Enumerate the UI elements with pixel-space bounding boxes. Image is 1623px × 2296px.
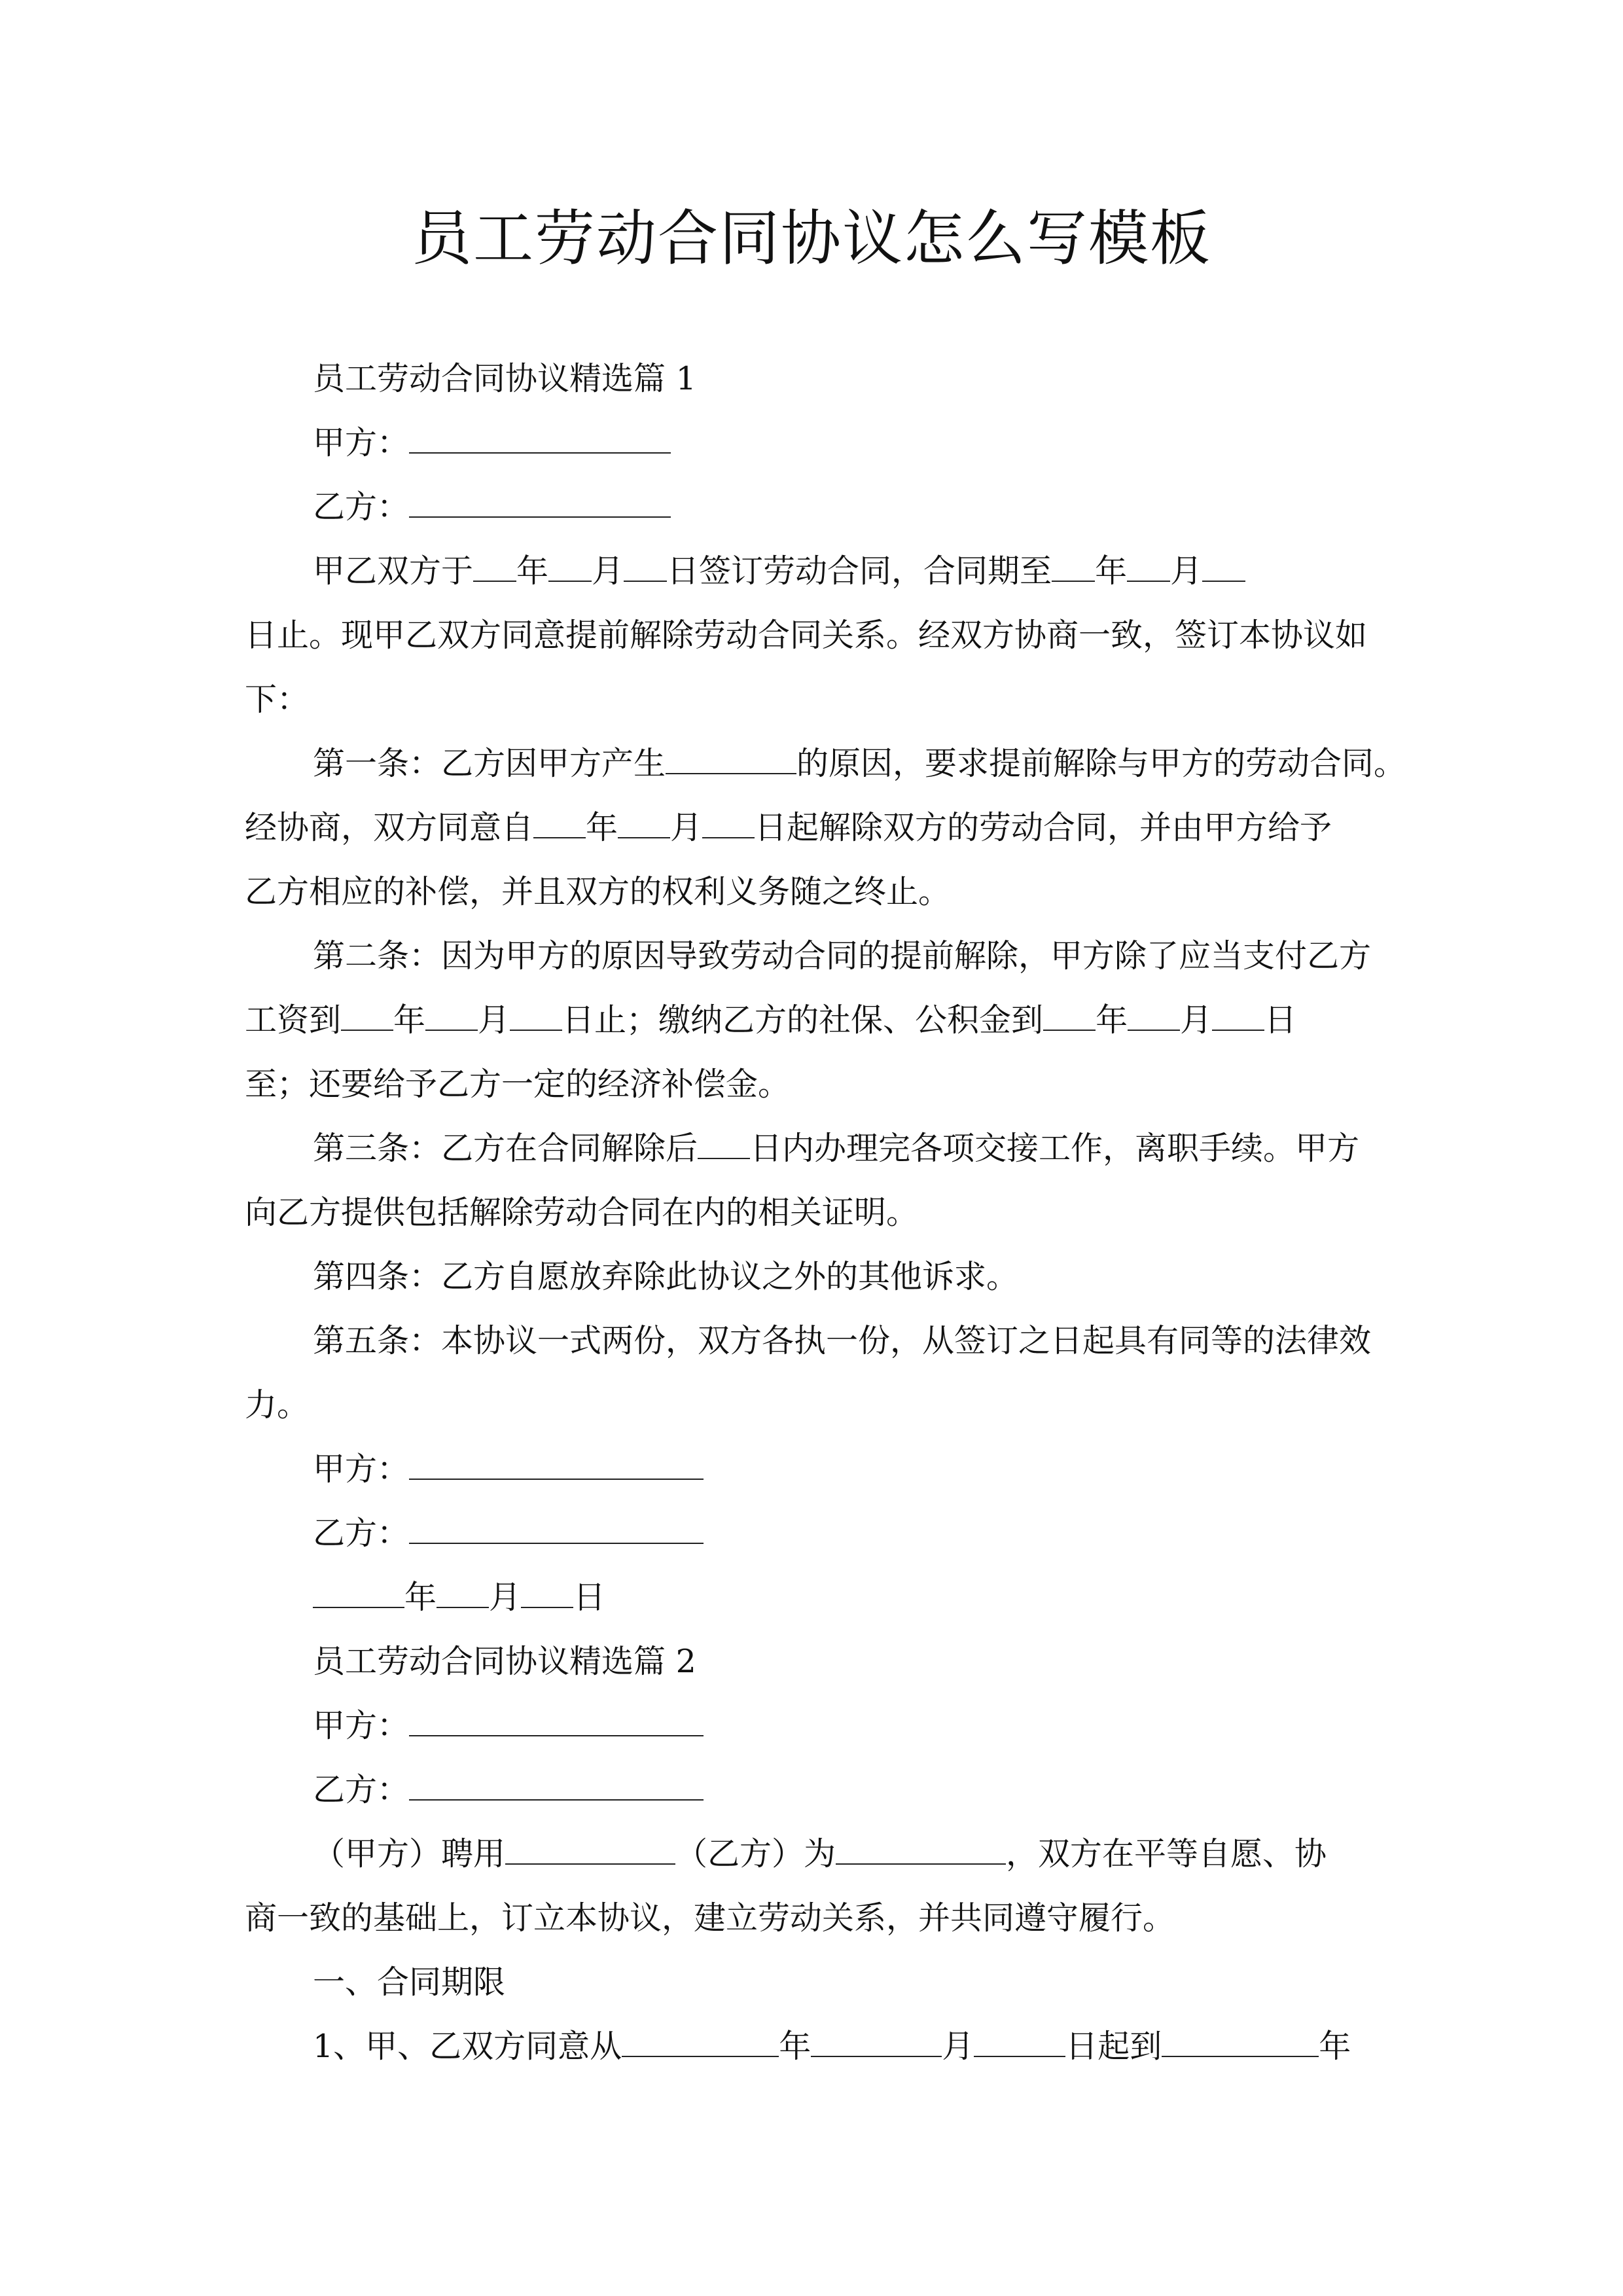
party-b-blank: [409, 516, 671, 518]
month-blank: [425, 1029, 478, 1031]
month-blank: [437, 1606, 489, 1608]
party-a-label: 甲方：: [313, 424, 410, 461]
article-5-line-2: 力。: [245, 1386, 310, 1424]
party-a-blank: [409, 1734, 704, 1736]
day-blank: [521, 1606, 573, 1608]
month-blank: [618, 836, 670, 838]
position-blank: [836, 1863, 1006, 1865]
signature-b-blank: [409, 1542, 704, 1544]
party-b-blank: [409, 1799, 704, 1801]
signature-a-blank: [409, 1478, 704, 1480]
year-blank: [1043, 1029, 1096, 1031]
days-blank: [698, 1157, 750, 1159]
article-2-line-3: 至；还要给予乙方一定的经济补偿金。: [245, 1066, 791, 1103]
reason-blank: [666, 772, 796, 774]
year-blank: [622, 2055, 779, 2057]
hire-line-2: 商一致的基础上，订立本协议，建立劳动关系，并共同遵守履行。: [245, 1899, 1175, 1937]
section-heading-1: 员工劳动合同协议精选篇 1: [313, 360, 696, 397]
year-blank: [473, 580, 516, 582]
article-1-line-3: 乙方相应的补偿，并且双方的权利义务随之终止。: [245, 873, 951, 910]
article-2-line-1: 第二条：因为甲方的原因导致劳动合同的提前解除，甲方除了应当支付乙方: [313, 937, 1372, 975]
section-2-party-a: 甲方：: [245, 1694, 1381, 1758]
year-blank: [313, 1606, 404, 1608]
signature-party-b: 乙方：: [245, 1501, 1381, 1566]
month-blank: [1127, 580, 1170, 582]
party-a-blank: [409, 452, 671, 454]
hire-line-1: （甲方）聘用 （乙方）为 ，双方在平等自愿、协: [313, 1835, 1327, 1873]
year-blank: [341, 1029, 393, 1031]
signature-party-a: 甲方：: [245, 1437, 1381, 1501]
article-5-line-1: 第五条：本协议一式两份，双方各执一份，从签订之日起具有同等的法律效: [313, 1322, 1372, 1359]
article-3-line-1: 第三条：乙方在合同解除后 日内办理完各项交接工作，离职手续。甲方: [313, 1130, 1360, 1167]
employer-blank: [505, 1863, 675, 1865]
article-3-line-2: 向乙方提供包括解除劳动合同在内的相关证明。: [245, 1194, 919, 1231]
day-blank: [974, 2055, 1065, 2057]
day-blank: [1202, 580, 1245, 582]
year-blank: [533, 836, 586, 838]
term-line-1: 1、甲、乙双方同意从 年 月 日起到 年: [313, 2028, 1351, 2065]
month-blank: [1128, 1029, 1180, 1031]
intro-line-3: 下：: [245, 681, 310, 718]
party-b-label: 乙方：: [313, 488, 410, 526]
day-blank: [1212, 1029, 1264, 1031]
party-b-line: [245, 475, 1381, 539]
intro-line-2: 日止。现甲乙双方同意提前解除劳动合同关系。经双方协商一致，签订本协议如: [245, 617, 1368, 654]
section-heading-2: 员工劳动合同协议精选篇 2: [313, 1643, 696, 1680]
article-2-line-2: 工资到 年 月 日止；缴纳乙方的社保、公积金到 年 月 日: [245, 1001, 1297, 1039]
term-heading: 一、合同期限: [313, 1964, 506, 2001]
section-2-party-b: 乙方：: [245, 1758, 1381, 1822]
day-blank: [624, 580, 667, 582]
intro-line-1: 甲乙双方于 年 月 日签订劳动合同，合同期至 年 月: [245, 539, 1381, 603]
article-1-line-1: 第一条：乙方因甲方产生 的原因，要求提前解除与甲方的劳动合同。: [313, 745, 1406, 782]
day-blank: [510, 1029, 562, 1031]
party-a-line: [245, 411, 1381, 475]
signature-date: 年 月 日: [245, 1566, 1381, 1630]
month-blank: [811, 2055, 942, 2057]
year-blank: [1052, 580, 1095, 582]
year-blank: [1162, 2055, 1319, 2057]
day-blank: [702, 836, 755, 838]
document-title: 员工劳动合同协议怎么写模板: [411, 204, 1211, 274]
article-4: 第四条：乙方自愿放弃除此协议之外的其他诉求。: [313, 1258, 1019, 1295]
article-1-line-2: 经协商，双方同意自 年 月 日起解除双方的劳动合同，并由甲方给予: [245, 809, 1332, 846]
month-blank: [548, 580, 592, 582]
